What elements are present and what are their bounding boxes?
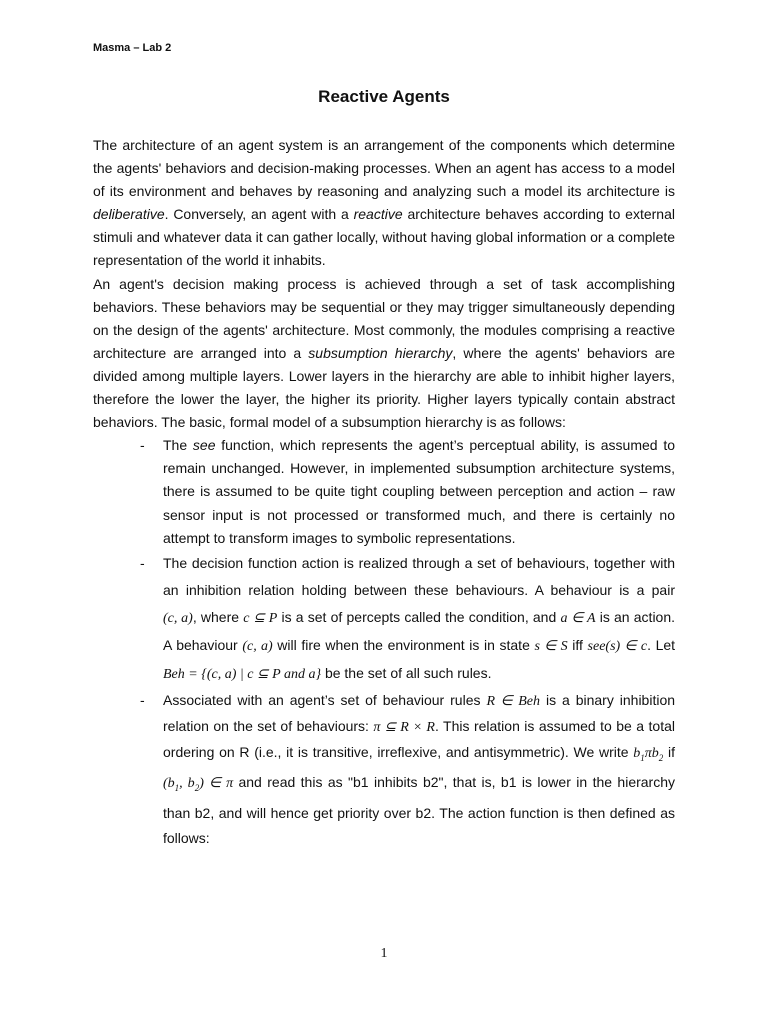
list-dash: - bbox=[140, 691, 145, 708]
paragraph-decision-making: An agent's decision making process is achieved through a set of task accomplishing behaviors. These behaviors may be sequential or they may trigger simultaneously depending on the design of the agents' architecture. Most commonly, the modules comprising a reactive architecture are arranged into a subsumption hierarchy, where the agents' behaviors are divided among multiple layers. Lower layers in the hierarchy are able to inhibit higher layers, therefore the lower the layer, the higher its priority. Higher layers typically contain abstract behaviors. The basic, formal model of a subsumption hierarchy is as follows: bbox=[93, 275, 675, 431]
list-dash: - bbox=[140, 437, 145, 454]
math-pi-relation: π ⊆ R × R bbox=[373, 719, 435, 735]
math-a-in-A: a ∈ A bbox=[560, 610, 596, 626]
term-deliberative: deliberative bbox=[93, 206, 165, 223]
math-pair: (c, a) bbox=[242, 638, 273, 654]
main-text bbox=[93, 134, 675, 851]
math-b1-pi-b2: $b_1\pi b_2$ bbox=[633, 745, 664, 763]
math-pair-in-pi: ($b_1$, $b_2$) ∈ π bbox=[163, 776, 234, 794]
math-beh-definition: Beh = {(c, a) | c ⊆ P and a} bbox=[163, 666, 322, 682]
math-see-s: see(s) ∈ c bbox=[587, 638, 648, 654]
term-see: see bbox=[192, 437, 216, 454]
math-pair: (c, a) bbox=[163, 610, 193, 626]
running-header: Masma – Lab 2 bbox=[93, 42, 172, 54]
page-title: Reactive Agents bbox=[318, 87, 450, 106]
list-item-inhibition-relation: - Associated with an agent’s set of behaviour rules R ∈ Beh is a binary inhibition relation on the set of behaviours: π ⊆ R × R. This relation is assumed to be a total ordering on R (i.e., it is transitive, irreflexive, and antisymmetric). We write $b_1\pi b_2$ if ($b_1$, $b_2$) ∈ π and read this as "b1 inhibits b2", that is, b1 is lower in the hierarchy than b2, and will hence get priority over b2. The action function is then defined as follows: bbox=[93, 688, 675, 852]
math-s-in-S: s ∈ S bbox=[534, 638, 568, 654]
list-dash: - bbox=[140, 554, 145, 571]
term-subsumption-hierarchy: subsumption hierarchy bbox=[308, 344, 453, 361]
math-c-subset-P: c ⊆ P bbox=[243, 610, 278, 626]
list-item-decision-function: - The decision function action is realized through a set of behaviours, together with an inhibition relation holding between these behaviours. A behaviour is a pair (c, a), where c ⊆ P is a set of percepts called the condition, and a ∈ A is an action. A behaviour (c, a) will fire when the environment is in state s ∈ S iff see(s) ∈ c. Let Beh = {(c, a) | c ⊆ P and a} be the set of all such rules. bbox=[93, 550, 675, 688]
page-number: 1 bbox=[380, 946, 388, 961]
paragraph-architecture: The architecture of an agent system is an arrangement of the components which determine the agents' behaviors and decision-making processes. When an agent has access to a model of its environment and behaves by reasoning and analyzing such a model its architecture is deliberative. Conversely, an agent with a reactive architecture behaves according to external stimuli and whatever data it can gather locally, without having global information or a complete representation of the world it inhabits. bbox=[93, 137, 675, 269]
model-list bbox=[93, 434, 675, 851]
math-R-in-Beh: R ∈ Beh bbox=[486, 693, 541, 709]
list-item-see-function: - The see function, which represents the agent’s perceptual ability, is assumed to remain unchanged. However, in implemented subsumption architecture systems, there is assumed to be quite tight coupling between perception and action – raw sensor input is not processed or transformed much, and there is certainly no attempt to transform images to symbolic representations. bbox=[93, 434, 675, 549]
term-reactive: reactive bbox=[353, 206, 403, 223]
